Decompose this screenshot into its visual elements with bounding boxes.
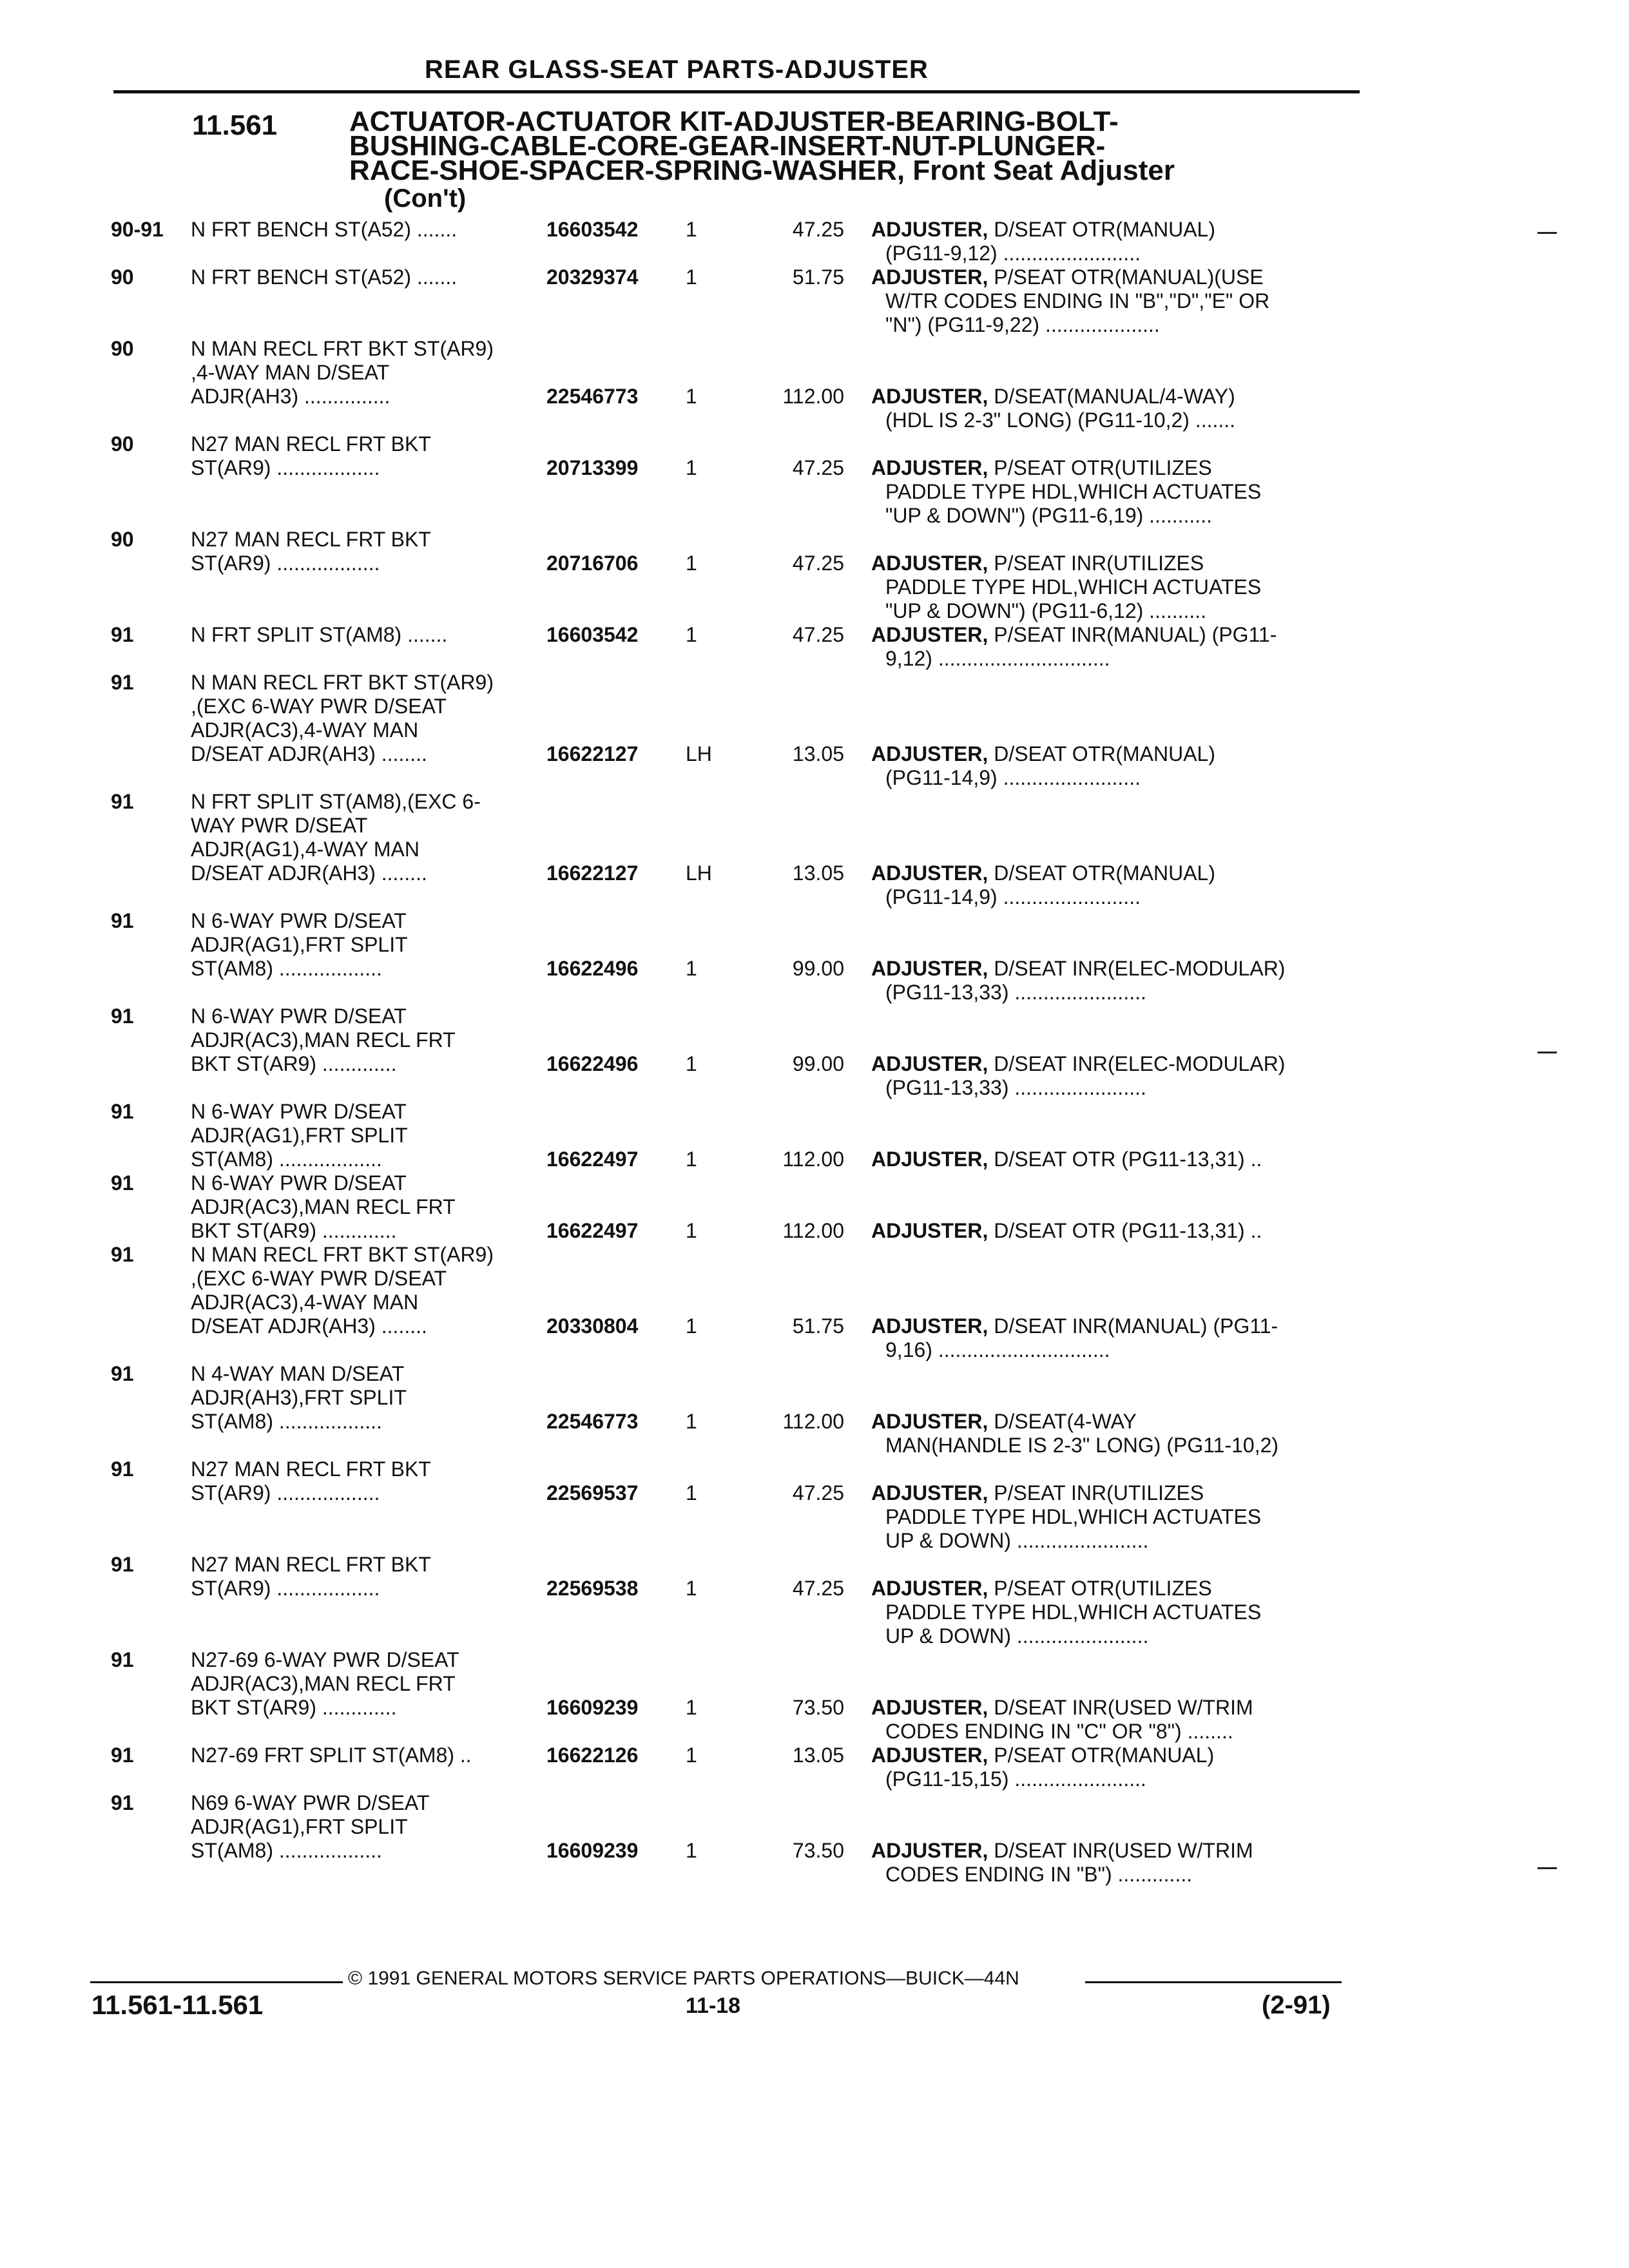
description-line: N27 MAN RECL FRT BKT — [191, 1553, 431, 1576]
application-description — [191, 432, 532, 480]
parts-row — [0, 909, 1629, 1004]
margin-mark — [1537, 1867, 1557, 1869]
description-line: ST(AM8) .................. — [191, 1839, 382, 1862]
application-description — [191, 1791, 532, 1863]
price: 112.00 — [782, 1148, 844, 1171]
part-detail: D/SEAT(MANUAL/4-WAY) — [994, 385, 1235, 408]
description-line: ,4-WAY MAN D/SEAT — [191, 361, 390, 384]
part-description — [871, 456, 1342, 528]
part-name: ADJUSTER, — [871, 1744, 988, 1767]
part-description-line — [871, 1052, 1342, 1076]
description-line: N MAN RECL FRT BKT ST(AR9) — [191, 671, 494, 694]
parts-row — [0, 671, 1629, 790]
application-description — [191, 909, 532, 981]
model-year: 90 — [111, 528, 134, 551]
part-description-line: CODES ENDING IN "C" OR "8") ........ — [885, 1720, 1233, 1743]
model-year: 91 — [111, 1648, 134, 1671]
part-description-line: (PG11-14,9) ........................ — [885, 766, 1141, 789]
model-year: 90 — [111, 265, 134, 289]
price: 13.05 — [792, 1744, 844, 1767]
model-year: 90 — [111, 432, 134, 456]
part-description-line — [871, 1696, 1342, 1720]
description-line: N MAN RECL FRT BKT ST(AR9) — [191, 337, 494, 360]
price: 47.25 — [792, 623, 844, 646]
description-line: N 6-WAY PWR D/SEAT — [191, 1171, 407, 1195]
description-line: ,(EXC 6-WAY PWR D/SEAT — [191, 1267, 447, 1290]
part-detail: D/SEAT OTR (PG11-13,31) .. — [994, 1148, 1262, 1171]
part-number: 16609239 — [546, 1696, 639, 1719]
part-description-line — [871, 1481, 1342, 1505]
part-description-line: (PG11-14,9) ........................ — [885, 885, 1141, 908]
description-line: ADJR(AC3),4-WAY MAN — [191, 1291, 419, 1314]
part-description-line: PADDLE TYPE HDL,WHICH ACTUATES — [885, 1505, 1262, 1528]
section-title-line: ACTUATOR-ACTUATOR KIT-ADJUSTER-BEARING-BOLT- — [349, 106, 1119, 137]
part-description — [871, 1696, 1342, 1744]
description-line: BKT ST(AR9) ............. — [191, 1696, 397, 1719]
description-line: ADJR(AG1),FRT SPLIT — [191, 1815, 408, 1838]
part-detail: D/SEAT OTR(MANUAL) — [994, 218, 1215, 241]
part-detail: D/SEAT INR(ELEC-MODULAR) — [994, 1052, 1286, 1075]
parts-row — [0, 1791, 1629, 1887]
part-description — [871, 957, 1342, 1004]
description-line: N 6-WAY PWR D/SEAT — [191, 1100, 407, 1123]
part-detail: P/SEAT INR(UTILIZES — [994, 552, 1204, 575]
footer-page-number: 11-18 — [686, 1994, 741, 2018]
quantity: 1 — [686, 385, 697, 408]
part-description-line — [871, 385, 1342, 408]
part-description-line — [871, 1577, 1342, 1600]
parts-row — [0, 1457, 1629, 1553]
part-description-line — [871, 1839, 1342, 1863]
part-name: ADJUSTER, — [871, 1219, 988, 1242]
quantity: 1 — [686, 552, 697, 575]
quantity: 1 — [686, 1744, 697, 1767]
application-description — [191, 1457, 532, 1505]
application-description — [191, 1362, 532, 1434]
application-description — [191, 1553, 532, 1600]
part-detail: D/SEAT(4-WAY — [994, 1410, 1137, 1433]
application-description — [191, 337, 532, 408]
part-name: ADJUSTER, — [871, 1839, 988, 1862]
quantity: 1 — [686, 1314, 697, 1338]
part-name: ADJUSTER, — [871, 1696, 988, 1719]
part-number: 22546773 — [546, 385, 639, 408]
part-description-line: "N") (PG11-9,22) .................... — [885, 313, 1160, 336]
part-description — [871, 1219, 1342, 1243]
part-description — [871, 1839, 1342, 1887]
application-description — [191, 528, 532, 575]
parts-row — [0, 265, 1629, 337]
part-name: ADJUSTER, — [871, 957, 988, 980]
part-description-line — [871, 552, 1342, 575]
price: 112.00 — [782, 1410, 844, 1433]
part-description — [871, 1744, 1342, 1791]
model-year: 91 — [111, 1171, 134, 1195]
price: 99.00 — [792, 1052, 844, 1075]
application-description — [191, 1744, 532, 1767]
part-number: 16622127 — [546, 742, 639, 765]
part-description — [871, 1148, 1342, 1171]
parts-row — [0, 337, 1629, 432]
part-number: 16603542 — [546, 218, 639, 241]
model-year: 91 — [111, 623, 134, 646]
part-name: ADJUSTER, — [871, 1481, 988, 1504]
quantity: 1 — [686, 1577, 697, 1600]
part-description-line — [871, 623, 1342, 647]
part-name: ADJUSTER, — [871, 385, 988, 408]
application-description — [191, 1648, 532, 1720]
part-description-line — [871, 861, 1342, 885]
price: 13.05 — [792, 742, 844, 765]
quantity: 1 — [686, 957, 697, 980]
part-detail: P/SEAT OTR(UTILIZES — [994, 456, 1212, 479]
model-year: 91 — [111, 1553, 134, 1576]
part-number: 20329374 — [546, 265, 639, 289]
model-year: 91 — [111, 909, 134, 932]
part-description — [871, 623, 1342, 671]
description-line: N FRT SPLIT ST(AM8) ....... — [191, 623, 448, 646]
model-year: 91 — [111, 671, 134, 694]
part-number: 16622127 — [546, 861, 639, 885]
model-year: 91 — [111, 1100, 134, 1123]
section-title-line: BUSHING-CABLE-CORE-GEAR-INSERT-NUT-PLUNGER- — [349, 130, 1106, 162]
price: 47.25 — [792, 218, 844, 241]
application-description — [191, 1100, 532, 1171]
model-year: 91 — [111, 1791, 134, 1814]
section-continued: (Con't) — [384, 184, 467, 213]
footer-date: (2-91) — [1262, 1991, 1331, 2019]
part-detail: D/SEAT INR(MANUAL) (PG11- — [994, 1314, 1278, 1338]
description-line: ADJR(AC3),MAN RECL FRT — [191, 1672, 456, 1695]
part-number: 16622496 — [546, 1052, 639, 1075]
description-line: ST(AM8) .................. — [191, 1148, 382, 1171]
parts-row — [0, 1362, 1629, 1457]
part-detail: P/SEAT OTR(MANUAL) — [994, 1744, 1215, 1767]
part-description — [871, 1577, 1342, 1648]
part-description — [871, 265, 1342, 337]
application-description — [191, 218, 532, 242]
quantity: 1 — [686, 1696, 697, 1719]
part-number: 20330804 — [546, 1314, 639, 1338]
part-name: ADJUSTER, — [871, 456, 988, 479]
part-detail: D/SEAT OTR(MANUAL) — [994, 861, 1215, 885]
section-title — [349, 106, 1264, 186]
price: 47.25 — [792, 552, 844, 575]
description-line: ADJR(AC3),4-WAY MAN — [191, 718, 419, 742]
part-number: 16622497 — [546, 1219, 639, 1242]
description-line: N FRT BENCH ST(A52) ....... — [191, 265, 458, 289]
description-line: N 6-WAY PWR D/SEAT — [191, 1004, 407, 1028]
quantity: LH — [686, 742, 712, 765]
part-name: ADJUSTER, — [871, 1052, 988, 1075]
application-description — [191, 790, 532, 885]
model-year: 91 — [111, 1744, 134, 1767]
part-number: 22569537 — [546, 1481, 639, 1504]
description-line: ST(AM8) .................. — [191, 957, 382, 980]
model-year: 91 — [111, 1457, 134, 1481]
quantity: 1 — [686, 623, 697, 646]
parts-row — [0, 1553, 1629, 1648]
description-line: ADJR(AG1),FRT SPLIT — [191, 1124, 408, 1147]
parts-row — [0, 1648, 1629, 1744]
price: 47.25 — [792, 1577, 844, 1600]
application-description — [191, 623, 532, 647]
quantity: 1 — [686, 1148, 697, 1171]
section-title-line: RACE-SHOE-SPACER-SPRING-WASHER, Front Seat Adjuster — [349, 155, 1175, 186]
part-description — [871, 1052, 1342, 1100]
price: 73.50 — [792, 1839, 844, 1862]
price: 47.25 — [792, 1481, 844, 1504]
quantity: 1 — [686, 1219, 697, 1242]
part-description-line: (PG11-13,33) ....................... — [885, 981, 1146, 1004]
description-line: N 6-WAY PWR D/SEAT — [191, 909, 407, 932]
part-description-line: (PG11-9,12) ........................ — [885, 242, 1141, 265]
margin-mark — [1537, 1052, 1557, 1053]
model-year: 90-91 — [111, 218, 164, 241]
part-detail: D/SEAT INR(ELEC-MODULAR) — [994, 957, 1286, 980]
part-description — [871, 1481, 1342, 1553]
description-line: N FRT BENCH ST(A52) ....... — [191, 218, 458, 241]
part-detail: P/SEAT INR(MANUAL) (PG11- — [994, 623, 1277, 646]
margin-mark — [1537, 232, 1557, 234]
model-year: 91 — [111, 790, 134, 813]
part-description — [871, 218, 1342, 265]
part-name: ADJUSTER, — [871, 1577, 988, 1600]
footer-copyright: © 1991 GENERAL MOTORS SERVICE PARTS OPERATIONS—BUICK—44N — [348, 1968, 1019, 1989]
part-description — [871, 1410, 1342, 1457]
application-description — [191, 1243, 532, 1338]
parts-row — [0, 790, 1629, 909]
parts-row — [0, 1171, 1629, 1243]
part-description-line: 9,12) .............................. — [885, 647, 1110, 670]
parts-row — [0, 1100, 1629, 1171]
description-line: WAY PWR D/SEAT — [191, 814, 368, 837]
part-number: 16622496 — [546, 957, 639, 980]
description-line: ADJR(AC3),MAN RECL FRT — [191, 1028, 456, 1052]
part-detail: P/SEAT INR(UTILIZES — [994, 1481, 1204, 1504]
part-name: ADJUSTER, — [871, 552, 988, 575]
model-year: 91 — [111, 1362, 134, 1385]
part-name: ADJUSTER, — [871, 623, 988, 646]
application-description — [191, 265, 532, 289]
part-description-line: 9,16) .............................. — [885, 1338, 1110, 1361]
part-number: 20716706 — [546, 552, 639, 575]
quantity: 1 — [686, 218, 697, 241]
description-line: D/SEAT ADJR(AH3) ........ — [191, 861, 427, 885]
part-detail: D/SEAT INR(USED W/TRIM — [994, 1839, 1253, 1862]
price: 47.25 — [792, 456, 844, 479]
price: 112.00 — [782, 385, 844, 408]
description-line: N FRT SPLIT ST(AM8),(EXC 6- — [191, 790, 481, 813]
part-description — [871, 552, 1342, 623]
price: 51.75 — [792, 1314, 844, 1338]
footer-rule-left — [90, 1981, 343, 1983]
application-description — [191, 1171, 532, 1243]
part-description — [871, 742, 1342, 790]
description-line: N27-69 6-WAY PWR D/SEAT — [191, 1648, 459, 1671]
part-detail: P/SEAT OTR(UTILIZES — [994, 1577, 1212, 1600]
description-line: ADJR(AH3),FRT SPLIT — [191, 1386, 407, 1409]
part-description-line — [871, 957, 1342, 981]
part-description — [871, 385, 1342, 432]
part-description-line: MAN(HANDLE IS 2-3" LONG) (PG11-10,2) — [885, 1434, 1279, 1457]
part-number: 16622126 — [546, 1744, 639, 1767]
application-description — [191, 671, 532, 766]
part-name: ADJUSTER, — [871, 1148, 988, 1171]
section-number: 11.561 — [192, 110, 278, 141]
part-detail: P/SEAT OTR(MANUAL)(USE — [994, 265, 1264, 289]
application-description — [191, 1004, 532, 1076]
part-description-line: UP & DOWN) ....................... — [885, 1624, 1149, 1648]
description-line: N27-69 FRT SPLIT ST(AM8) .. — [191, 1744, 472, 1767]
price: 99.00 — [792, 957, 844, 980]
part-description-line: (PG11-13,33) ....................... — [885, 1076, 1146, 1099]
description-line: N27 MAN RECL FRT BKT — [191, 1457, 431, 1481]
description-line: D/SEAT ADJR(AH3) ........ — [191, 742, 427, 765]
part-description-line: PADDLE TYPE HDL,WHICH ACTUATES — [885, 575, 1262, 599]
part-name: ADJUSTER, — [871, 1314, 988, 1338]
part-description-line — [871, 1744, 1342, 1767]
quantity: 1 — [686, 1839, 697, 1862]
description-line: ADJR(AG1),FRT SPLIT — [191, 933, 408, 956]
description-line: N27 MAN RECL FRT BKT — [191, 528, 431, 551]
part-number: 16603542 — [546, 623, 639, 646]
part-name: ADJUSTER, — [871, 265, 988, 289]
part-description-line: "UP & DOWN") (PG11-6,12) .......... — [885, 599, 1207, 622]
model-year: 90 — [111, 337, 134, 360]
price: 73.50 — [792, 1696, 844, 1719]
part-description-line — [871, 456, 1342, 480]
price: 13.05 — [792, 861, 844, 885]
model-year: 91 — [111, 1004, 134, 1028]
part-description — [871, 1314, 1342, 1362]
footer-range: 11.561-11.561 — [92, 1990, 264, 2020]
parts-row — [0, 528, 1629, 623]
part-number: 22569538 — [546, 1577, 639, 1600]
part-description-line: PADDLE TYPE HDL,WHICH ACTUATES — [885, 1600, 1262, 1624]
part-name: ADJUSTER, — [871, 861, 988, 885]
description-line: ADJR(AC3),MAN RECL FRT — [191, 1195, 456, 1218]
description-line: ST(AR9) .................. — [191, 456, 380, 479]
quantity: LH — [686, 861, 712, 885]
part-detail: D/SEAT INR(USED W/TRIM — [994, 1696, 1253, 1719]
part-name: ADJUSTER, — [871, 742, 988, 765]
part-description-line — [871, 1314, 1342, 1338]
quantity: 1 — [686, 1410, 697, 1433]
parts-row — [0, 1744, 1629, 1791]
part-number: 16622497 — [546, 1148, 639, 1171]
part-description-line: "UP & DOWN") (PG11-6,19) ........... — [885, 504, 1212, 527]
description-line: ,(EXC 6-WAY PWR D/SEAT — [191, 695, 447, 718]
page-header: REAR GLASS-SEAT PARTS-ADJUSTER — [425, 55, 929, 84]
description-line: BKT ST(AR9) ............. — [191, 1052, 397, 1075]
parts-row — [0, 432, 1629, 528]
description-line: N27 MAN RECL FRT BKT — [191, 432, 431, 456]
part-description-line — [871, 1148, 1342, 1171]
part-description-line — [871, 1410, 1342, 1434]
parts-list — [0, 218, 1629, 1887]
part-description-line: CODES ENDING IN "B") ............. — [885, 1863, 1193, 1886]
description-line: ST(AR9) .................. — [191, 1577, 380, 1600]
description-line: ST(AR9) .................. — [191, 1481, 380, 1504]
quantity: 1 — [686, 456, 697, 479]
model-year: 91 — [111, 1243, 134, 1266]
description-line: BKT ST(AR9) ............. — [191, 1219, 397, 1242]
part-description-line: (HDL IS 2-3" LONG) (PG11-10,2) ....... — [885, 408, 1236, 432]
part-description-line: W/TR CODES ENDING IN "B","D","E" OR — [885, 289, 1270, 312]
description-line: N 4-WAY MAN D/SEAT — [191, 1362, 405, 1385]
parts-row — [0, 1004, 1629, 1100]
description-line: D/SEAT ADJR(AH3) ........ — [191, 1314, 427, 1338]
price: 112.00 — [782, 1219, 844, 1242]
quantity: 1 — [686, 1052, 697, 1075]
part-description-line — [871, 265, 1342, 289]
part-description-line: PADDLE TYPE HDL,WHICH ACTUATES — [885, 480, 1262, 503]
part-number: 22546773 — [546, 1410, 639, 1433]
description-line: ST(AM8) .................. — [191, 1410, 382, 1433]
part-description-line — [871, 1219, 1342, 1243]
footer-rule-right — [1085, 1981, 1342, 1983]
part-name: ADJUSTER, — [871, 218, 988, 241]
part-number: 16609239 — [546, 1839, 639, 1862]
description-line: ADJR(AG1),4-WAY MAN — [191, 838, 419, 861]
part-detail: D/SEAT OTR(MANUAL) — [994, 742, 1215, 765]
parts-row — [0, 218, 1629, 265]
description-line: N MAN RECL FRT BKT ST(AR9) — [191, 1243, 494, 1266]
quantity: 1 — [686, 1481, 697, 1504]
part-description — [871, 861, 1342, 909]
part-description-line — [871, 742, 1342, 766]
part-description-line: (PG11-15,15) ....................... — [885, 1767, 1146, 1791]
description-line: ADJR(AH3) ............... — [191, 385, 390, 408]
header-rule — [113, 90, 1360, 93]
parts-row — [0, 623, 1629, 671]
parts-row — [0, 1243, 1629, 1362]
part-description-line — [871, 218, 1342, 242]
price: 51.75 — [792, 265, 844, 289]
part-number: 20713399 — [546, 456, 639, 479]
part-description-line: UP & DOWN) ....................... — [885, 1529, 1149, 1552]
part-detail: D/SEAT OTR (PG11-13,31) .. — [994, 1219, 1262, 1242]
part-name: ADJUSTER, — [871, 1410, 988, 1433]
quantity: 1 — [686, 265, 697, 289]
description-line: N69 6-WAY PWR D/SEAT — [191, 1791, 430, 1814]
description-line: ST(AR9) .................. — [191, 552, 380, 575]
